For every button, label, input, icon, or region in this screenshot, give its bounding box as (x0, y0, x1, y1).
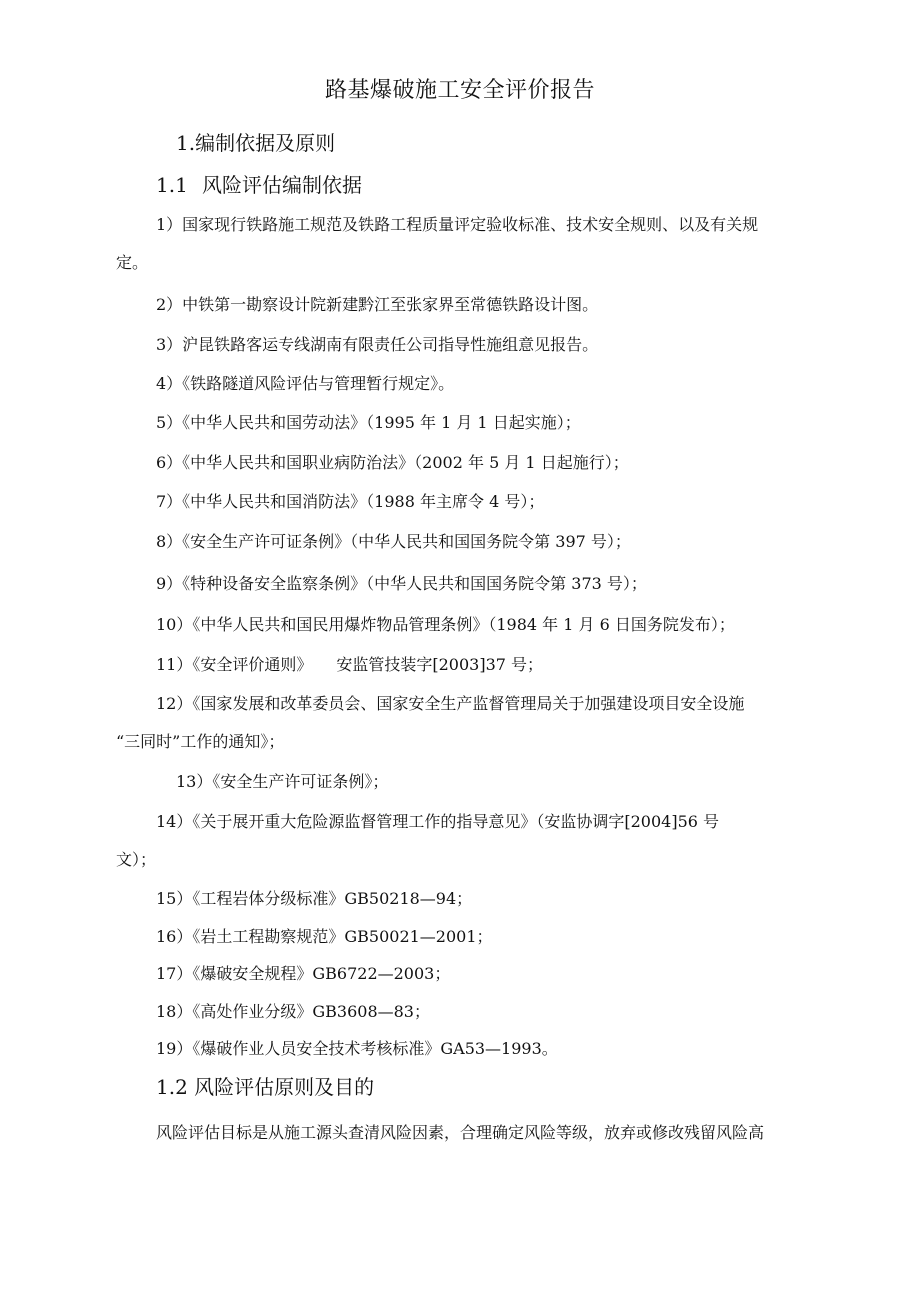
list-item-text: 8）《安全生产许可证条例》（中华人民共和国国务院令第 397 号）； (156, 532, 631, 551)
section-1-heading: 1.编制依据及原则 (176, 131, 336, 155)
list-item-text: 7）《中华人民共和国消防法》（1988 年主席令 4 号）； (156, 492, 545, 511)
list-item (116, 763, 860, 801)
list-item (116, 803, 860, 879)
list-item (116, 326, 860, 364)
list-item (116, 606, 860, 644)
section-1-2-heading: 1.2 风险评估原则及目的 (156, 1075, 375, 1099)
list-item (116, 404, 860, 442)
list-item-text: 1）国家现行铁路施工规范及铁路工程质量评定验收标准、技术安全规则、以及有关规 (156, 215, 759, 234)
list-item (116, 286, 860, 324)
list-item (116, 365, 860, 403)
list-item-text: 5）《中华人民共和国劳动法》（1995 年 1 月 1 日起实施）； (156, 413, 581, 432)
list-item-text: 19）《爆破作业人员安全技术考核标准》GA53—1993。 (156, 1039, 558, 1058)
list-item (116, 483, 860, 521)
list-item-text: 10）《中华人民共和国民用爆炸物品管理条例》（1984 年 1 月 6 日国务院发布）； (156, 615, 735, 634)
list-item-text: 11）《安全评价通则》 安监管技装字[2003]37 号； (156, 655, 544, 674)
list-item (116, 1030, 860, 1068)
list-item (116, 444, 860, 482)
list-item (116, 993, 860, 1031)
section-1-1-heading (156, 170, 362, 200)
list-item-text: 3）沪昆铁路客运专线湖南有限责任公司指导性施组意见报告。 (156, 335, 599, 354)
list-item-text: 16）《岩土工程勘察规范》GB50021—2001； (156, 927, 493, 946)
body-paragraph: 风险评估目标是从施工源头查清风险因素，合理确定风险等级，放弃或修改残留风险高 (156, 1123, 765, 1142)
list-item-text: 13）《安全生产许可证条例》； (176, 772, 389, 791)
list-item (116, 523, 860, 561)
list-item-text: 15）《工程岩体分级标准》GB50218—94； (156, 889, 473, 908)
list-item (116, 880, 860, 918)
section-1-1-title: 风险评估编制依据 (202, 173, 362, 197)
list-item-text: 17）《爆破安全规程》GB6722—2003； (156, 964, 451, 983)
list-item (116, 918, 860, 956)
list-item (116, 646, 860, 684)
list-item-text: 18）《高处作业分级》GB3608—83； (156, 1002, 430, 1021)
list-item-text: 9）《特种设备安全监察条例》（中华人民共和国国务院令第 373 号）； (156, 574, 647, 593)
list-item (116, 206, 860, 282)
list-item (116, 565, 860, 603)
list-item-continuation: 定。 (116, 253, 149, 272)
list-item-continuation: “三同时”工作的通知》； (116, 732, 285, 751)
list-item (116, 685, 860, 761)
list-item-text: 14）《关于展开重大危险源监督管理工作的指导意见》（安监协调字[2004]56 号 (156, 812, 720, 831)
list-item-continuation: 文）； (116, 850, 157, 869)
list-item-text: 12）《国家发展和改革委员会、国家安全生产监督管理局关于加强建设项目安全设施 (156, 694, 745, 713)
list-item-text: 4）《铁路隧道风险评估与管理暂行规定》。 (156, 374, 455, 393)
section-1-1-number: 1.1 (156, 173, 188, 197)
document-title: 路基爆破施工安全评价报告 (324, 78, 595, 103)
list-item-text: 2）中铁第一勘察设计院新建黔江至张家界至常德铁路设计图。 (156, 295, 599, 314)
list-item (116, 955, 860, 993)
list-item-text: 6）《中华人民共和国职业病防治法》（2002 年 5 月 1 日起施行）； (156, 453, 629, 472)
